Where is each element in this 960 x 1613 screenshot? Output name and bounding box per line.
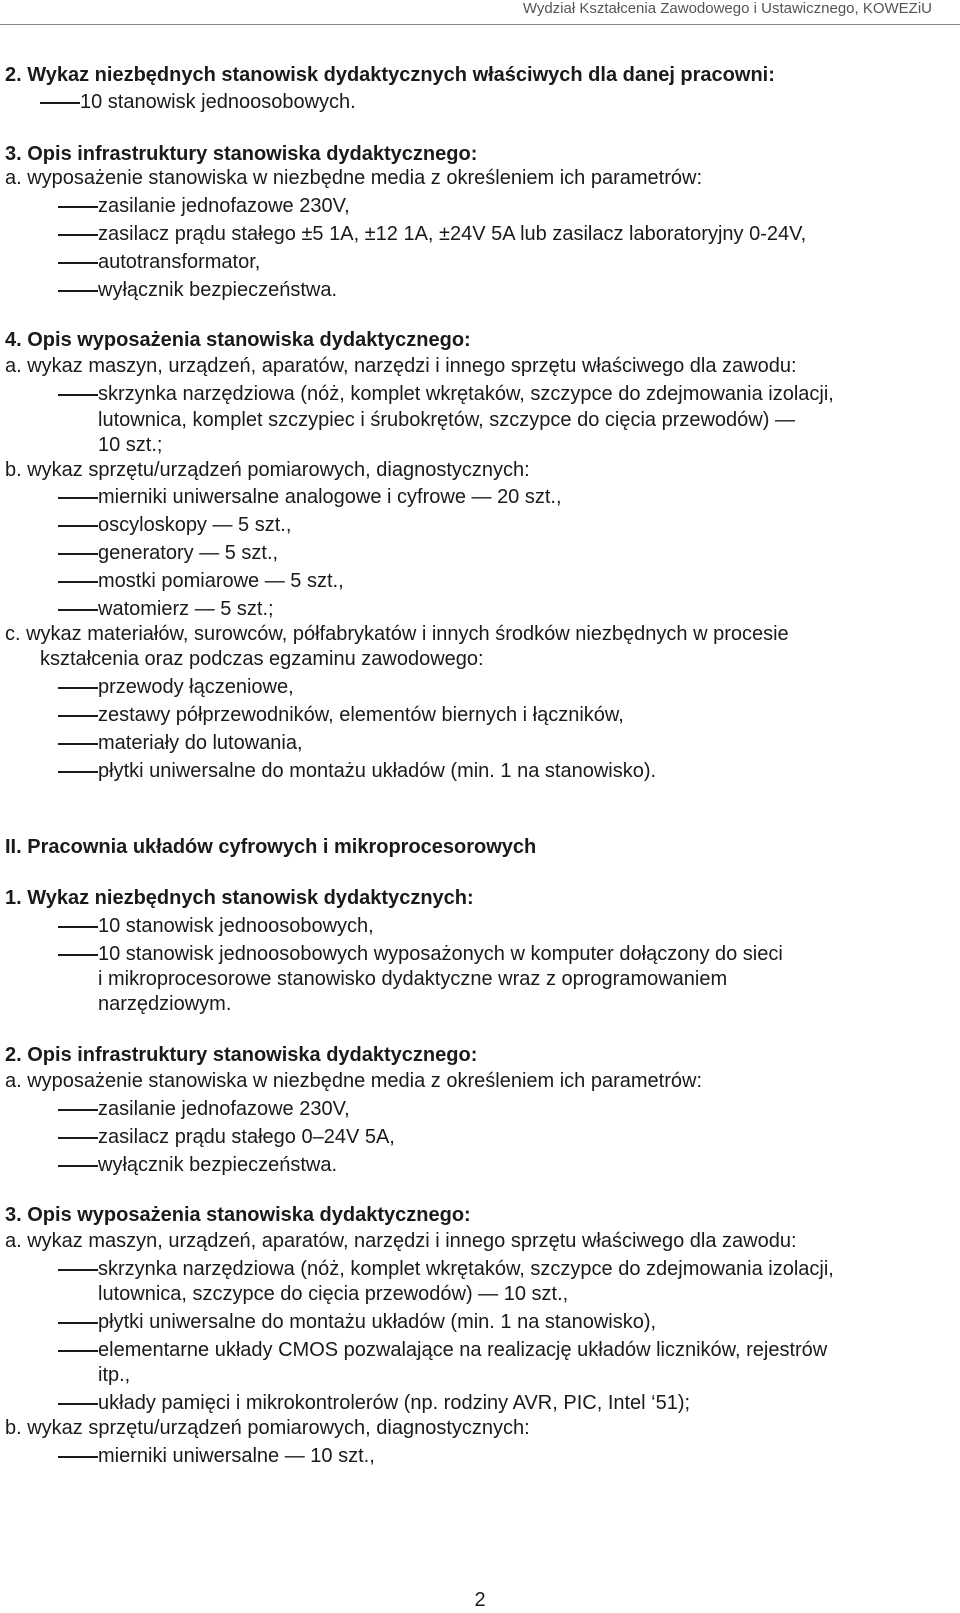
list-dash xyxy=(58,954,98,956)
text-line: a. wykaz maszyn, urządzeń, aparatów, narzędzi i innego sprzętu właściwego dla zawodu: xyxy=(5,355,797,377)
list-dash xyxy=(58,926,98,928)
text-line: a. wyposażenie stanowiska w niezbędne media z określeniem ich parametrów: xyxy=(5,1070,703,1092)
header-rule xyxy=(0,24,960,25)
list-dash xyxy=(58,1165,98,1167)
text-line: skrzynka narzędziowa (nóż, komplet wkrętaków, szczypce do zdejmowania izolacji, xyxy=(98,1258,834,1280)
list-dash xyxy=(58,1269,98,1271)
text-line: 3. Opis wyposażenia stanowiska dydaktycznego: xyxy=(5,1204,471,1226)
list-dash xyxy=(58,581,98,583)
text-line: autotransformator, xyxy=(98,251,261,273)
list-dash xyxy=(58,771,98,773)
text-line: 3. Opis infrastruktury stanowiska dydaktycznego: xyxy=(5,143,478,165)
text-line: narzędziowym. xyxy=(98,993,232,1015)
text-line: wyłącznik bezpieczeństwa. xyxy=(98,1154,337,1176)
list-dash xyxy=(58,1403,98,1405)
text-line: b. wykaz sprzętu/urządzeń pomiarowych, diagnostycznych: xyxy=(5,1417,530,1439)
text-line: a. wyposażenie stanowiska w niezbędne media z określeniem ich parametrów: xyxy=(5,167,703,189)
text-line: generatory ― 5 szt., xyxy=(98,542,279,564)
list-dash xyxy=(40,102,80,104)
text-line: zasilanie jednofazowe 230V, xyxy=(98,195,350,217)
list-dash xyxy=(58,1350,98,1352)
page-header: Wydział Kształcenia Zawodowego i Ustawicznego, KOWEZiU xyxy=(522,0,932,17)
text-line: wyłącznik bezpieczeństwa. xyxy=(98,279,337,301)
text-line: zasilacz prądu stałego 0–24V 5A, xyxy=(98,1126,395,1148)
list-dash xyxy=(58,1109,98,1111)
text-line: 4. Opis wyposażenia stanowiska dydaktycznego: xyxy=(5,329,471,351)
list-dash xyxy=(58,1137,98,1139)
text-line: zasilanie jednofazowe 230V, xyxy=(98,1098,350,1120)
text-line: płytki uniwersalne do montażu układów (min. 1 na stanowisko). xyxy=(98,760,657,782)
text-line: 10 szt.; xyxy=(98,434,163,456)
list-dash xyxy=(58,743,98,745)
text-line: mostki pomiarowe ― 5 szt., xyxy=(98,570,344,592)
text-line: zasilacz prądu stałego ±5 1A, ±12 1A, ±24V 5A lub zasilacz laboratoryjny 0-24V, xyxy=(98,223,807,245)
text-line: watomierz ― 5 szt.; xyxy=(98,598,274,620)
text-line: lutownica, komplet szczypiec i śrubokrętów, szczypce do cięcia przewodów) ― xyxy=(98,409,795,431)
text-line: b. wykaz sprzętu/urządzeń pomiarowych, diagnostycznych: xyxy=(5,459,530,481)
text-line: itp., xyxy=(98,1364,131,1386)
text-line: oscyloskopy ― 5 szt., xyxy=(98,514,292,536)
list-dash xyxy=(58,715,98,717)
text-line: II. Pracownia układów cyfrowych i mikroprocesorowych xyxy=(5,836,537,858)
text-line: 2. Opis infrastruktury stanowiska dydaktycznego: xyxy=(5,1044,478,1066)
list-dash xyxy=(58,609,98,611)
list-dash xyxy=(58,553,98,555)
list-dash xyxy=(58,206,98,208)
text-line: 1. Wykaz niezbędnych stanowisk dydaktycznych: xyxy=(5,887,474,909)
text-line: przewody łączeniowe, xyxy=(98,676,294,698)
list-dash xyxy=(58,687,98,689)
list-dash xyxy=(58,1322,98,1324)
text-line: kształcenia oraz podczas egzaminu zawodowego: xyxy=(40,648,484,670)
text-line: 2. Wykaz niezbędnych stanowisk dydaktycznych właściwych dla danej pracowni: xyxy=(5,64,775,86)
text-line: 10 stanowisk jednoosobowych wyposażonych w komputer dołączony do sieci xyxy=(98,943,783,965)
list-dash xyxy=(58,290,98,292)
text-line: 10 stanowisk jednoosobowych. xyxy=(80,91,356,113)
page-number: 2 xyxy=(474,1589,486,1611)
text-line: układy pamięci i mikrokontrolerów (np. rodziny AVR, PIC, Intel ‘51); xyxy=(98,1392,691,1414)
text-line: lutownica, szczypce do cięcia przewodów) ― 10 szt., xyxy=(98,1283,569,1305)
text-line: materiały do lutowania, xyxy=(98,732,303,754)
text-line: mierniki uniwersalne analogowe i cyfrowe ― 20 szt., xyxy=(98,486,562,508)
list-dash xyxy=(58,1456,98,1458)
list-dash xyxy=(58,234,98,236)
text-line: 10 stanowisk jednoosobowych, xyxy=(98,915,374,937)
text-line: zestawy półprzewodników, elementów biernych i łączników, xyxy=(98,704,624,726)
text-line: elementarne układy CMOS pozwalające na realizację układów liczników, rejestrów xyxy=(98,1339,828,1361)
text-line: płytki uniwersalne do montażu układów (min. 1 na stanowisko), xyxy=(98,1311,657,1333)
list-dash xyxy=(58,394,98,396)
list-dash xyxy=(58,525,98,527)
text-line: i mikroprocesorowe stanowisko dydaktyczne wraz z oprogramowaniem xyxy=(98,968,728,990)
text-line: mierniki uniwersalne ― 10 szt., xyxy=(98,1445,375,1467)
text-line: c. wykaz materiałów, surowców, półfabrykatów i innych środków niezbędnych w procesie xyxy=(5,623,789,645)
list-dash xyxy=(58,262,98,264)
list-dash xyxy=(58,497,98,499)
text-line: skrzynka narzędziowa (nóż, komplet wkrętaków, szczypce do zdejmowania izolacji, xyxy=(98,383,834,405)
text-line: a. wykaz maszyn, urządzeń, aparatów, narzędzi i innego sprzętu właściwego dla zawodu: xyxy=(5,1230,797,1252)
